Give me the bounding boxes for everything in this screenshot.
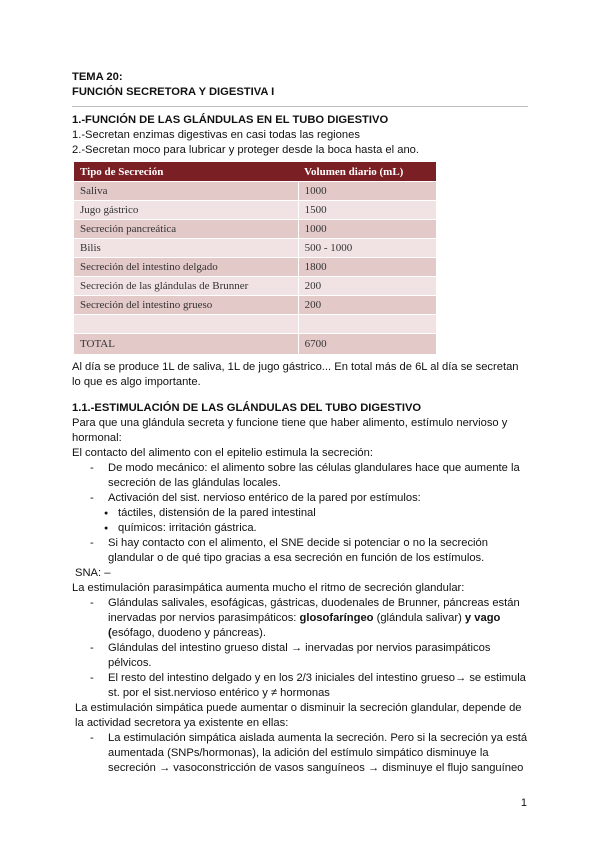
table-row [74, 315, 436, 334]
table-cell-volume: 500 - 1000 [298, 239, 436, 258]
table-cell-volume: 6700 [298, 334, 436, 355]
list-text: Glándulas salivales, esofágicas, gástricas, duodenales de Brunner, páncreas están inervadas por nervios parasimpáticos: [108, 597, 520, 624]
table-cell-volume: 200 [298, 277, 436, 296]
list-item: - La estimulación simpática aislada aumenta la secreción. Pero si la secreción ya está aumentada (SNPs/hormonas), la adición del estímulo simpático disminuye la secreción → vasoconstricción de vasos sanguíneos → disminuye el flujo sanguíneo [72, 731, 528, 776]
table-cell-type: Secreción del intestino grueso [74, 296, 298, 315]
table-row [74, 334, 436, 355]
table-cell-type: Saliva [74, 182, 298, 201]
table-row [74, 220, 436, 239]
table-row [74, 182, 436, 201]
contact-list [72, 461, 528, 566]
list-item [72, 596, 528, 641]
list-text-bold: glosofaríngeo [299, 612, 374, 624]
table-row [74, 201, 436, 220]
table-cell-type: Bilis [74, 239, 298, 258]
table-cell-volume: 1000 [298, 182, 436, 201]
table-cell-type: TOTAL [74, 334, 298, 355]
table-cell-type: Secreción del intestino delgado [74, 258, 298, 277]
list-item: - Glándulas del intestino grueso distal → inervadas por nervios parasimpáticos pélvicos. [72, 641, 528, 671]
table-header-type: Tipo de Secreción [74, 162, 298, 182]
table-cell-volume [298, 315, 436, 334]
section-1-1-intro: Para que una glándula secreta y funcione tiene que haber alimento, estímulo nervioso y hormonal: [72, 417, 508, 444]
table-cell-volume: 1500 [298, 201, 436, 220]
table-row [74, 258, 436, 277]
list-item [72, 491, 528, 536]
section-1-line-2: 2.-Secretan moco para lubricar y proteger desde la boca hasta el ano. [72, 144, 420, 156]
list-text-bold: y vago ( [108, 612, 501, 639]
table-cell-volume: 1800 [298, 258, 436, 277]
document-title: FUNCIÓN SECRETORA Y DIGESTIVA I [72, 86, 275, 98]
sympathetic-list [72, 731, 528, 776]
tema-label: TEMA 20: [72, 71, 123, 83]
document-page [72, 70, 528, 776]
table-row [74, 277, 436, 296]
sublist-item: ● táctiles, distensión de la pared intestinal [72, 506, 528, 521]
table-cell-volume: 1000 [298, 220, 436, 239]
section-1-heading: 1.-FUNCIÓN DE LAS GLÁNDULAS EN EL TUBO DIGESTIVO [72, 114, 389, 126]
section-1-1-contact: El contacto del alimento con el epitelio estimula la secreción: [72, 447, 373, 459]
list-text: (glándula salivar) [373, 612, 465, 624]
list-item: - El resto del intestino delgado y en los 2/3 iniciales del intestino grueso→ se estimula st. por el sist.nervioso entérico y ≠ hormonas [72, 671, 528, 701]
section-1-line-1: 1.-Secretan enzimas digestivas en casi todas las regiones [72, 129, 360, 141]
title-divider [72, 106, 528, 107]
after-table-paragraph: Al día se produce 1L de saliva, 1L de jugo gástrico... En total más de 6L al día se secretan lo que es algo importante. [72, 361, 519, 388]
sublist-item: ● químicos: irritación gástrica. [72, 521, 528, 536]
sna-label: SNA: – [75, 567, 111, 579]
table-cell-type: Jugo gástrico [74, 201, 298, 220]
table-cell-type: Secreción de las glándulas de Brunner [74, 277, 298, 296]
parasympathetic-intro: La estimulación parasimpática aumenta mucho el ritmo de secreción glandular: [72, 582, 465, 594]
table-row [74, 239, 436, 258]
stimuli-sublist [72, 506, 528, 536]
list-item: - Si hay contacto con el alimento, el SNE decide si potenciar o no la secreción glandular o de qué tipo gracias a esa secreción en función de los estímulos. [72, 536, 528, 566]
table-cell-type: Secreción pancreática [74, 220, 298, 239]
parasympathetic-list [72, 596, 528, 701]
sympathetic-intro: La estimulación simpática puede aumentar o disminuir la secreción glandular, depende de la actividad secretora ya existente en ellas: [75, 702, 522, 729]
page-number: 1 [520, 797, 527, 809]
section-1-1-heading: 1.1.-ESTIMULACIÓN DE LAS GLÁNDULAS DEL TUBO DIGESTIVO [72, 402, 422, 414]
list-item: - De modo mecánico: el alimento sobre las células glandulares hace que aumente la secreción de las glándulas locales. [72, 461, 528, 491]
secretion-table-body [74, 182, 436, 355]
list-text: esófago, duodeno y páncreas). [111, 627, 266, 639]
table-row [74, 296, 436, 315]
list-item-text: Activación del sist. nervioso entérico de la pared por estímulos: [108, 492, 421, 504]
table-cell-type [74, 315, 298, 334]
table-header-volume: Volumen diario (mL) [298, 162, 436, 182]
table-cell-volume: 200 [298, 296, 436, 315]
secretion-table [74, 162, 436, 354]
